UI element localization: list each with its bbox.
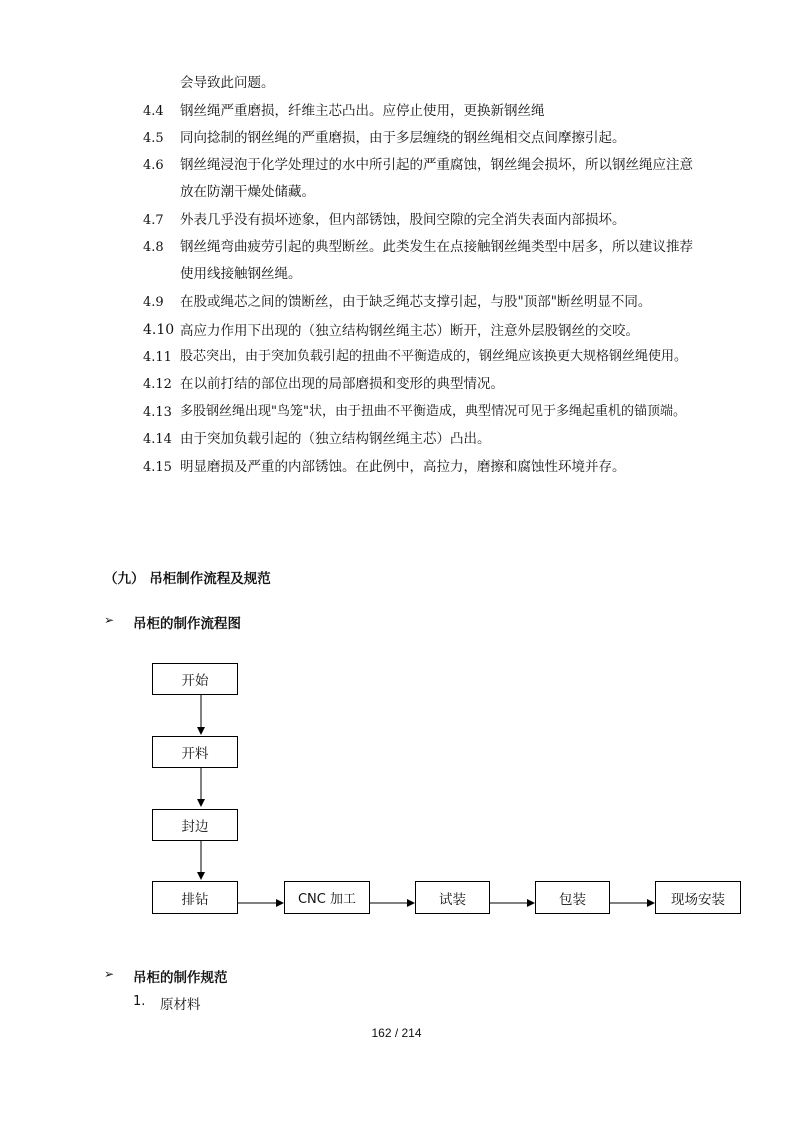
section-heading: （九） 吊柜制作流程及规范 [104,571,271,587]
item-number: 4.14 [143,432,172,447]
flow-step-label: 现场安装 [671,891,725,908]
bullet-arrow-icon: ➢ [104,967,115,981]
item-text: 高应力作用下出现的（独立结构钢丝绳主芯）断开，注意外层股钢丝的交咬。 [180,323,639,339]
list-number: 1. [133,994,146,1009]
flow-step-label: 开始 [181,673,209,689]
subheading-flowchart: 吊柜的制作流程图 [133,616,241,632]
flow-step-start [152,663,238,695]
item-number: 4.13 [143,405,172,420]
item-number: 4.9 [143,295,164,310]
item-text: 由于突加负载引起的（独立结构钢丝绳主芯）凸出。 [180,431,491,447]
flow-step-edge-banding [152,809,238,841]
item-text: 明显磨损及严重的内部锈蚀。在此例中，高拉力，磨擦和腐蚀性环境并存。 [180,459,626,475]
text-line-continuation: 会导致此问题。 [180,75,275,91]
item-text: 在股或绳芯之间的馈断丝，由于缺乏绳芯支撑引起，与股"顶部"断丝明显不同。 [180,294,652,310]
flow-step-drilling [152,881,238,914]
item-number: 4.8 [143,240,164,255]
list-item-raw-materials: 原材料 [160,997,201,1013]
flow-step-label: 封边 [181,819,209,835]
item-number: 4.6 [143,158,164,173]
flow-step-cut [152,736,238,768]
item-number: 4.7 [143,213,164,228]
item-text: 多股钢丝绳出现"鸟笼"状，由于扭曲不平衡造成，典型情况可见于多绳起重机的锚顶端。 [180,404,686,419]
bullet-arrow-icon: ➢ [104,613,115,627]
item-number: 4.15 [143,460,172,475]
item-number: 4.11 [143,350,172,365]
item-text: 股芯突出，由于突加负载引起的扭曲不平衡造成的，钢丝绳应该换更大规格钢丝绳使用。 [180,349,688,364]
item-number: 4.4 [143,104,164,119]
text-line-continuation: 放在防潮干燥处储藏。 [180,184,315,200]
flow-step-cnc [284,881,370,914]
text-line-continuation: 使用线接触钢丝绳。 [180,266,302,282]
item-number: 4.12 [143,377,172,392]
subheading-specification: 吊柜的制作规范 [133,970,228,986]
item-number: 4.5 [143,131,164,146]
item-text: 钢丝绳浸泡于化学处理过的水中所引起的严重腐蚀，钢丝绳会损坏，所以钢丝绳应注意 [180,157,693,173]
flow-step-label: 排钻 [181,891,209,908]
flow-step-trial-assembly [415,881,490,914]
flow-step-packing [535,881,610,914]
flow-step-onsite-install [655,881,741,914]
flow-step-label: CNC 加工 [297,892,356,907]
item-text: 钢丝绳弯曲疲劳引起的典型断丝。此类发生在点接触钢丝绳类型中居多，所以建议推荐 [180,239,693,255]
item-text: 在以前打结的部位出现的局部磨损和变形的典型情况。 [180,376,504,392]
item-text: 钢丝绳严重磨损，纤维主芯凸出。应停止使用，更换新钢丝绳 [180,103,545,119]
flow-step-label: 试装 [439,891,466,908]
page-number: 162 / 214 [371,1026,422,1040]
item-number: 4.10 [143,322,175,338]
flow-step-label: 包装 [559,891,586,908]
flow-step-label: 开料 [181,746,209,762]
item-text: 外表几乎没有损坏迹象，但内部锈蚀，股间空隙的完全消失表面内部损坏。 [180,212,626,228]
item-text: 同向捻制的钢丝绳的严重磨损，由于多层缠绕的钢丝绳相交点间摩擦引起。 [180,130,626,146]
